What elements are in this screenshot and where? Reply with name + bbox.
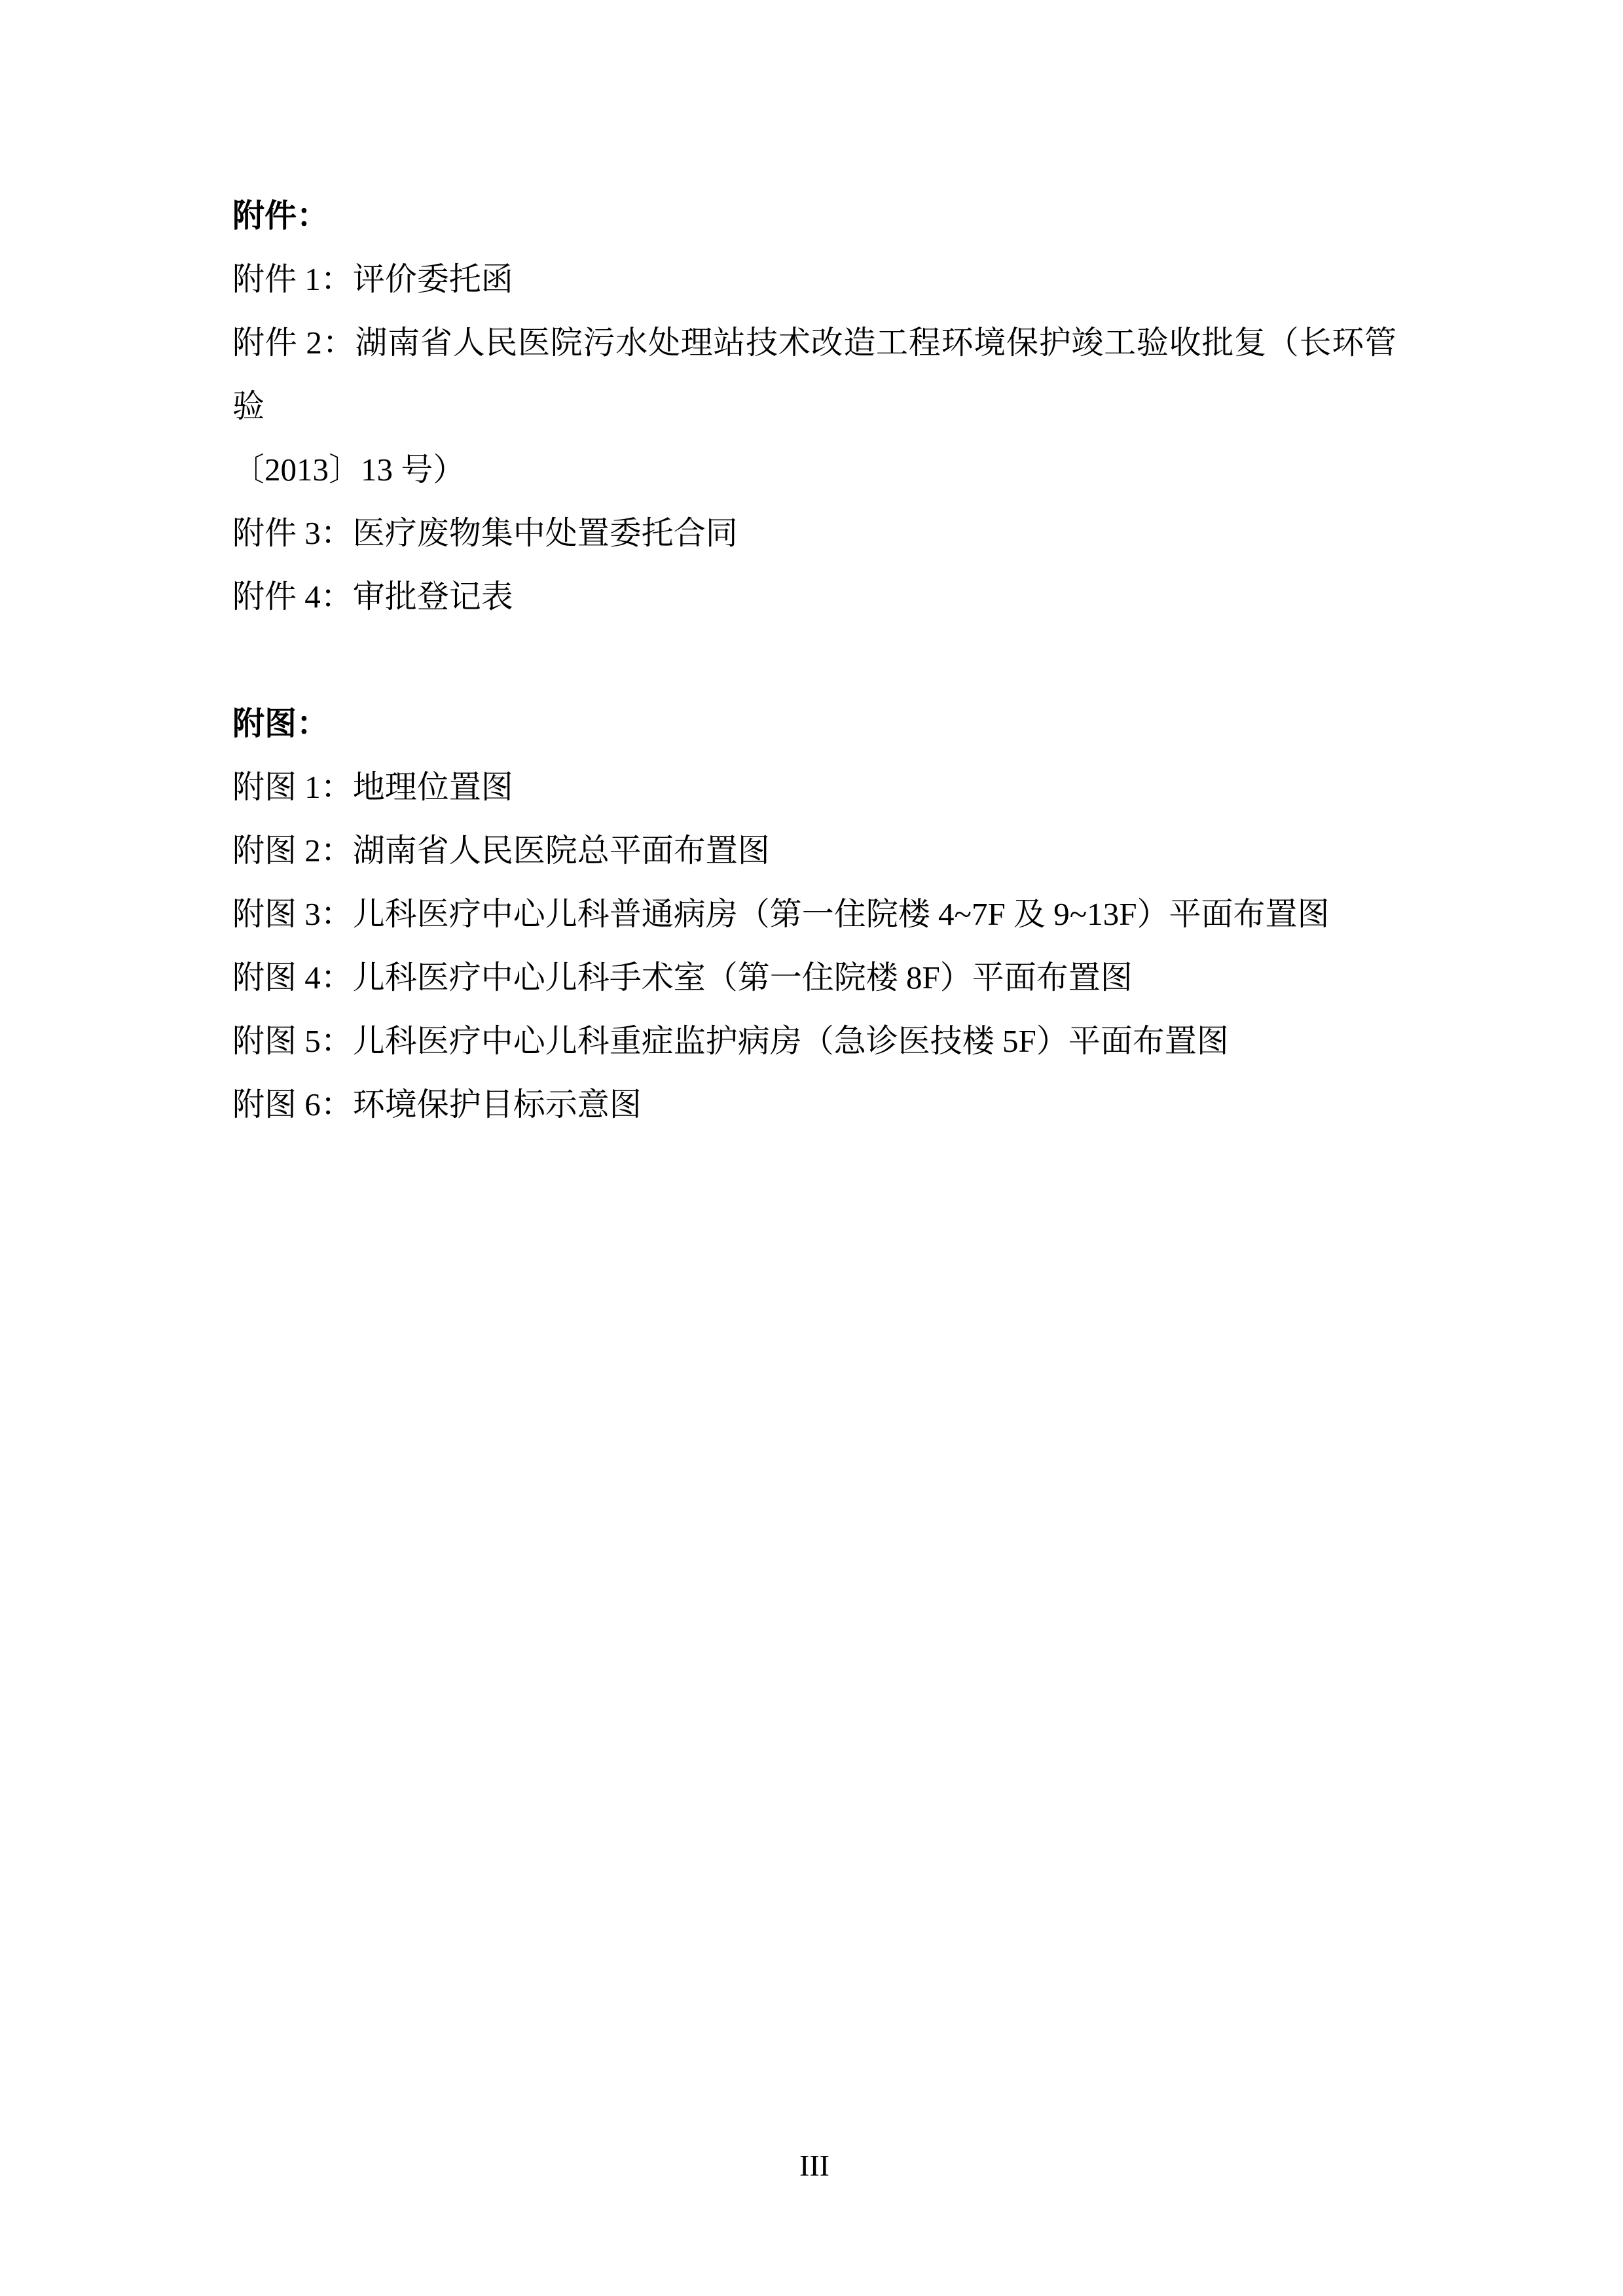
section-spacer	[232, 628, 1396, 692]
attachments-section-heading: 附件：	[232, 198, 329, 234]
figure-item-3: 附图 3：儿科医疗中心儿科普通病房（第一住院楼 4~7F 及 9~13F）平面布置图	[232, 896, 1330, 932]
page-number: III	[799, 2149, 830, 2182]
figure-item-5: 附图 5：儿科医疗中心儿科重症监护病房（急诊医技楼 5F）平面布置图	[232, 1023, 1229, 1059]
figure-item-4: 附图 4：儿科医疗中心儿科手术室（第一住院楼 8F）平面布置图	[232, 960, 1133, 996]
attachment-item-2-line-1: 附件 2：湖南省人民医院污水处理站技术改造工程环境保护竣工验收批复（长环管验	[232, 325, 1396, 424]
document-content	[232, 184, 1396, 1136]
attachment-item-3: 附件 3：医疗废物集中处置委托合同	[232, 515, 738, 551]
figure-item-6: 附图 6：环境保护目标示意图	[232, 1086, 642, 1122]
attachment-item-1: 附件 1：评价委托函	[232, 261, 513, 297]
attachment-item-4: 附件 4：审批登记表	[232, 579, 513, 615]
figure-item-2: 附图 2：湖南省人民医院总平面布置图	[232, 833, 770, 869]
figure-item-1: 附图 1：地理位置图	[232, 769, 513, 805]
attachment-item-2-line-2: 〔2013〕13 号）	[232, 452, 465, 488]
figures-section-heading: 附图：	[232, 706, 329, 742]
